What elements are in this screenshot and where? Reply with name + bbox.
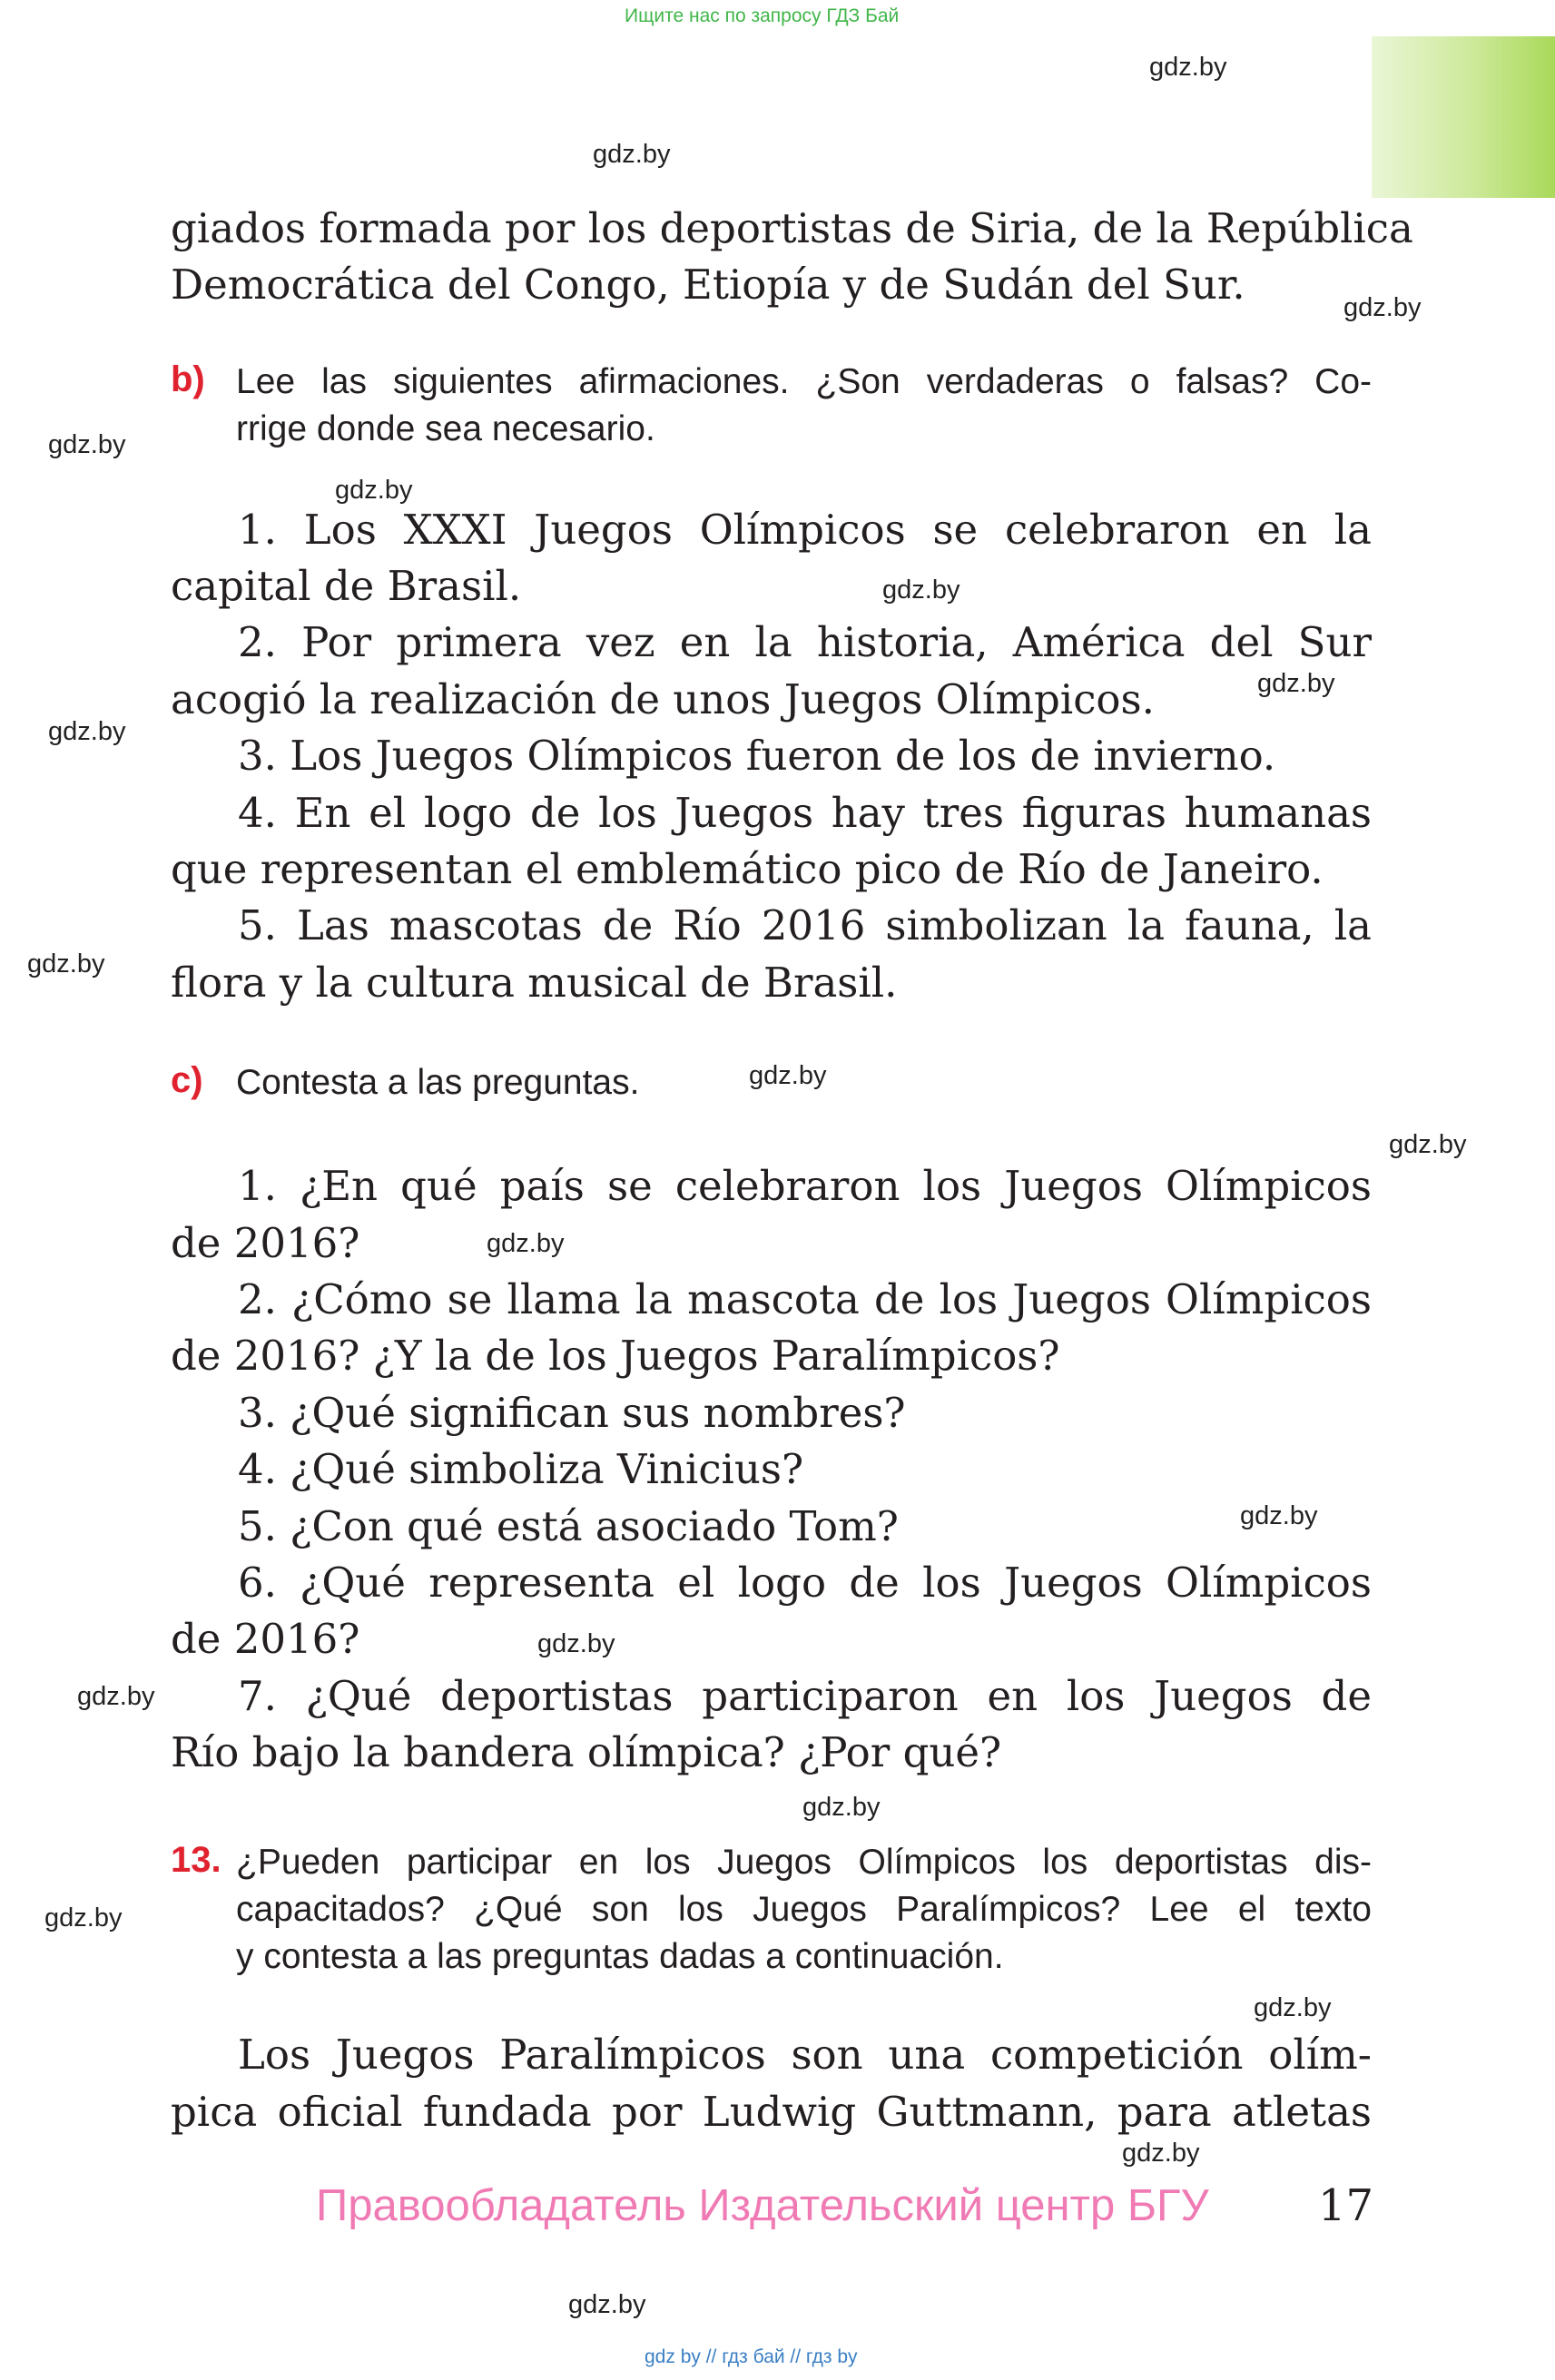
watermark: gdz.by <box>802 1793 881 1822</box>
statement-line: acogió la realización de unos Juegos Olímpicos. <box>171 675 1155 723</box>
question-line: 7. ¿Qué deportistas participaron en los Juegos de <box>238 1672 1372 1720</box>
watermark: gdz.by <box>48 430 126 459</box>
section-b-instruction: rrige donde sea necesario. <box>236 409 655 448</box>
exercise-13-instruction: ¿Pueden participar en los Juegos Olímpicos los deportistas dis- <box>236 1843 1372 1882</box>
question-line: de 2016? <box>171 1219 360 1267</box>
watermark: gdz.by <box>487 1229 565 1258</box>
exercise-13-marker: 13. <box>171 1840 221 1880</box>
question-line: de 2016? <box>171 1615 360 1663</box>
reading-text-line: Los Juegos Paralímpicos son una competición olím- <box>238 2031 1372 2079</box>
watermark: gdz.by <box>27 949 105 979</box>
copyright-notice: Правообладатель Издательский центр БГУ <box>316 2181 1209 2230</box>
section-c-instruction: Contesta a las preguntas. <box>236 1063 640 1102</box>
watermark: gdz.by <box>1389 1130 1467 1159</box>
statement-line: que representan el emblemático pico de Río de Janeiro. <box>171 845 1324 893</box>
question-line: 3. ¿Qué significan sus nombres? <box>238 1389 906 1437</box>
statement-line: 3. Los Juegos Olímpicos fueron de los de invierno. <box>238 732 1276 780</box>
section-b-marker: b) <box>171 359 205 399</box>
watermark: gdz.by <box>44 1903 123 1933</box>
watermark: gdz.by <box>1257 669 1335 698</box>
statement-line: 5. Las mascotas de Río 2016 simbolizan la fauna, la <box>238 901 1372 949</box>
question-line: 5. ¿Con qué está asociado Tom? <box>238 1502 899 1550</box>
section-c-marker: c) <box>171 1060 203 1100</box>
exercise-13-instruction: y contesta a las preguntas dadas a continuación. <box>236 1937 1004 1976</box>
watermark: gdz.by <box>77 1682 155 1711</box>
watermark: gdz.by <box>1343 293 1422 322</box>
question-line: 4. ¿Qué simboliza Vinicius? <box>238 1445 804 1493</box>
watermark: gdz.by <box>1149 53 1227 82</box>
reading-text-line: pica oficial fundada por Ludwig Guttmann, para atletas <box>171 2088 1372 2136</box>
question-line: de 2016? ¿Y la de los Juegos Paralímpicos? <box>171 1332 1060 1380</box>
statement-line: 4. En el logo de los Juegos hay tres figuras humanas <box>238 789 1372 837</box>
question-line: 1. ¿En qué país se celebraron los Juegos Olímpicos <box>238 1162 1372 1210</box>
watermark: gdz.by <box>749 1061 827 1090</box>
watermark: gdz.by <box>1240 1501 1318 1530</box>
question-line: Río bajo la bandera olímpica? ¿Por qué? <box>171 1728 1002 1776</box>
statement-line: 2. Por primera vez en la historia, América del Sur <box>238 618 1372 666</box>
question-line: 2. ¿Cómo se llama la mascota de los Juegos Olímpicos <box>238 1275 1372 1323</box>
footer-links[interactable]: gdz by // гдз бай // гдз by <box>645 2346 858 2367</box>
watermark: gdz.by <box>1254 1993 1332 2022</box>
statement-line: capital de Brasil. <box>171 562 522 610</box>
watermark: gdz.by <box>1122 2139 1200 2168</box>
question-line: 6. ¿Qué representa el logo de los Juegos Olímpicos <box>238 1559 1372 1607</box>
top-banner: Ищите нас по запросу ГДЗ Бай <box>625 5 900 26</box>
watermark: gdz.by <box>593 140 671 169</box>
intro-line: Democrática del Congo, Etiopía y de Sudán del Sur. <box>171 261 1245 309</box>
exercise-13-instruction: capacitados? ¿Qué son los Juegos Paralímpicos? Lee el texto <box>236 1890 1372 1929</box>
statement-line: 1. Los XXXI Juegos Olímpicos se celebraron en la <box>238 506 1372 554</box>
watermark: gdz.by <box>48 717 126 746</box>
corner-color-bar <box>1372 36 1555 198</box>
watermark: gdz.by <box>335 476 413 505</box>
page-number: 17 <box>1318 2180 1374 2231</box>
intro-line: giados formada por los deportistas de Siria, de la República <box>171 204 1413 252</box>
watermark: gdz.by <box>568 2290 646 2319</box>
section-b-instruction: Lee las siguientes afirmaciones. ¿Son verdaderas o falsas? Co- <box>236 362 1372 401</box>
watermark: gdz.by <box>882 575 960 605</box>
statement-line: flora y la cultura musical de Brasil. <box>171 959 898 1007</box>
watermark: gdz.by <box>537 1629 615 1658</box>
